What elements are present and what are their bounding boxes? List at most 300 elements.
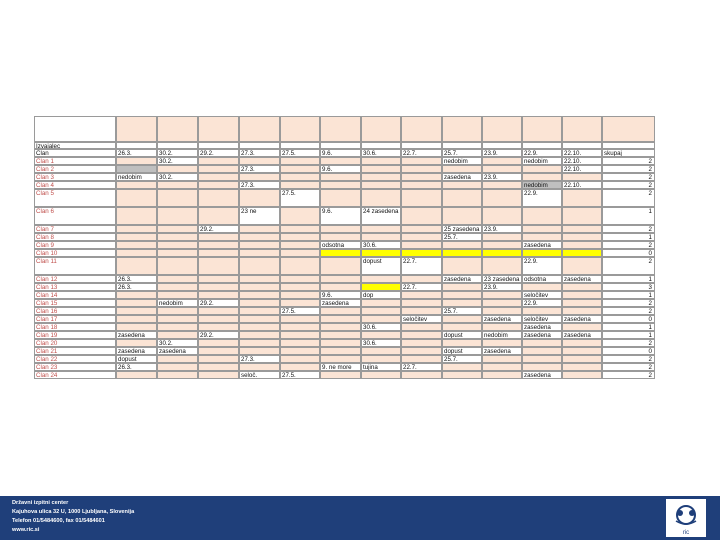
row-label: Član 3 bbox=[34, 173, 116, 181]
table-cell: 26.3. bbox=[116, 283, 157, 291]
table-cell bbox=[198, 275, 239, 283]
table-cell bbox=[280, 207, 320, 225]
table-cell bbox=[320, 233, 361, 241]
table-cell bbox=[116, 257, 157, 275]
table-cell bbox=[562, 249, 602, 257]
table-cell bbox=[562, 347, 602, 355]
table-cell bbox=[280, 299, 320, 307]
row-total: 0 bbox=[602, 315, 655, 323]
table-cell bbox=[482, 157, 522, 165]
table-cell bbox=[361, 275, 401, 283]
table-cell bbox=[401, 173, 442, 181]
table-cell: 30.2. bbox=[157, 157, 198, 165]
table-cell: 30.2. bbox=[157, 173, 198, 181]
table-cell bbox=[157, 241, 198, 249]
header-cell bbox=[522, 142, 562, 149]
table-cell bbox=[280, 339, 320, 347]
table-cell bbox=[320, 355, 361, 363]
table-cell bbox=[157, 189, 198, 207]
table-cell bbox=[320, 331, 361, 339]
table-cell bbox=[401, 331, 442, 339]
table-cell: zasedena bbox=[320, 299, 361, 307]
column-header-date: 22.10. bbox=[562, 149, 602, 157]
table-cell bbox=[482, 207, 522, 225]
header-cell bbox=[522, 116, 562, 142]
table-cell bbox=[562, 371, 602, 379]
table-cell bbox=[239, 189, 280, 207]
table-cell bbox=[239, 299, 280, 307]
table-cell bbox=[401, 323, 442, 331]
table-cell bbox=[442, 339, 482, 347]
table-cell bbox=[562, 257, 602, 275]
table-cell: 22.7. bbox=[401, 257, 442, 275]
table-cell bbox=[116, 165, 157, 173]
row-label: Član 7 bbox=[34, 225, 116, 233]
header-cell bbox=[239, 142, 280, 149]
header-cell bbox=[602, 142, 655, 149]
table-cell: 23.9. bbox=[482, 225, 522, 233]
table-cell bbox=[116, 207, 157, 225]
row-label: Član 4 bbox=[34, 181, 116, 189]
table-cell bbox=[280, 233, 320, 241]
column-header-date: 27.3. bbox=[239, 149, 280, 157]
table-cell bbox=[482, 257, 522, 275]
table-cell bbox=[442, 371, 482, 379]
table-cell bbox=[280, 173, 320, 181]
table-cell bbox=[522, 347, 562, 355]
table-cell bbox=[239, 249, 280, 257]
table-cell bbox=[361, 371, 401, 379]
table-cell bbox=[320, 173, 361, 181]
table-cell bbox=[198, 307, 239, 315]
row-label: Član 18 bbox=[34, 323, 116, 331]
table-cell bbox=[239, 331, 280, 339]
table-cell bbox=[280, 323, 320, 331]
row-total: 2 bbox=[602, 241, 655, 249]
table-cell bbox=[482, 355, 522, 363]
table-cell bbox=[562, 299, 602, 307]
table-cell: 9. ne more bbox=[320, 363, 361, 371]
table-cell bbox=[562, 339, 602, 347]
table-cell: 22.7. bbox=[401, 283, 442, 291]
table-cell bbox=[482, 291, 522, 299]
column-header-date: 27.5. bbox=[280, 149, 320, 157]
table-cell bbox=[157, 275, 198, 283]
table-cell: zasedena bbox=[562, 275, 602, 283]
row-total: 3 bbox=[602, 283, 655, 291]
table-cell bbox=[320, 257, 361, 275]
header-cell bbox=[562, 142, 602, 149]
table-cell: zasedena bbox=[522, 323, 562, 331]
row-label: Član 15 bbox=[34, 299, 116, 307]
row-total: 1 bbox=[602, 207, 655, 225]
table-cell: 23 ne bbox=[239, 207, 280, 225]
table-cell bbox=[198, 241, 239, 249]
table-cell bbox=[280, 257, 320, 275]
table-cell bbox=[482, 323, 522, 331]
table-cell bbox=[401, 355, 442, 363]
table-cell bbox=[280, 249, 320, 257]
row-label: Član 22 bbox=[34, 355, 116, 363]
table-cell bbox=[280, 241, 320, 249]
row-label: Član 1 bbox=[34, 157, 116, 165]
table-cell: zasedena bbox=[522, 331, 562, 339]
header-cell bbox=[116, 116, 157, 142]
table-cell bbox=[401, 249, 442, 257]
table-cell bbox=[562, 241, 602, 249]
header-cell bbox=[157, 116, 198, 142]
row-total: 2 bbox=[602, 181, 655, 189]
footer-website[interactable]: www.ric.si bbox=[12, 527, 40, 533]
table-cell bbox=[562, 233, 602, 241]
header-cell bbox=[280, 116, 320, 142]
table-cell bbox=[157, 291, 198, 299]
column-header-date: 30.2. bbox=[157, 149, 198, 157]
row-total: 1 bbox=[602, 323, 655, 331]
table-cell bbox=[239, 315, 280, 323]
table-cell bbox=[157, 355, 198, 363]
table-cell bbox=[116, 157, 157, 165]
table-cell: 27.3. bbox=[239, 355, 280, 363]
column-header-date: skupaj bbox=[602, 149, 655, 157]
header-cell bbox=[442, 116, 482, 142]
table-cell bbox=[198, 291, 239, 299]
footer-org-name: Državni izpitni center bbox=[12, 500, 69, 506]
table-cell: 22.10. bbox=[562, 165, 602, 173]
table-cell bbox=[442, 363, 482, 371]
table-cell bbox=[522, 173, 562, 181]
table-cell bbox=[401, 189, 442, 207]
table-cell: odsotna bbox=[320, 241, 361, 249]
table-cell bbox=[157, 371, 198, 379]
table-cell bbox=[320, 249, 361, 257]
table-cell bbox=[239, 275, 280, 283]
table-cell: 29.2. bbox=[198, 299, 239, 307]
table-cell bbox=[320, 307, 361, 315]
footer-address: Kajuhova ulica 32 U, 1000 Ljubljana, Slovenija bbox=[12, 509, 135, 515]
table-cell bbox=[198, 371, 239, 379]
table-cell bbox=[280, 331, 320, 339]
table-cell: zasedena bbox=[482, 315, 522, 323]
table-cell: dopust bbox=[442, 331, 482, 339]
table-cell bbox=[239, 233, 280, 241]
header-cell bbox=[401, 116, 442, 142]
table-cell bbox=[239, 157, 280, 165]
table-cell: dop bbox=[361, 291, 401, 299]
row-label: Član 16 bbox=[34, 307, 116, 315]
header-cell bbox=[198, 142, 239, 149]
table-cell: 30.6. bbox=[361, 339, 401, 347]
table-cell bbox=[401, 207, 442, 225]
table-cell: zasedena bbox=[522, 241, 562, 249]
column-header-date: 26.3. bbox=[116, 149, 157, 157]
table-cell: seločitev bbox=[401, 315, 442, 323]
table-cell bbox=[522, 207, 562, 225]
row-total: 2 bbox=[602, 339, 655, 347]
table-cell: zasedena bbox=[442, 275, 482, 283]
table-cell bbox=[361, 165, 401, 173]
table-cell bbox=[361, 355, 401, 363]
table-cell bbox=[116, 299, 157, 307]
header-cell bbox=[34, 116, 116, 142]
table-cell bbox=[280, 315, 320, 323]
table-cell: 23.9. bbox=[482, 173, 522, 181]
header-cell bbox=[482, 116, 522, 142]
table-cell bbox=[198, 189, 239, 207]
table-cell bbox=[157, 233, 198, 241]
table-cell bbox=[116, 315, 157, 323]
table-cell bbox=[522, 283, 562, 291]
table-cell bbox=[401, 157, 442, 165]
table-cell bbox=[116, 339, 157, 347]
table-cell: odsotna bbox=[522, 275, 562, 283]
table-cell bbox=[401, 241, 442, 249]
table-cell bbox=[482, 181, 522, 189]
row-total: 1 bbox=[602, 331, 655, 339]
row-label: Član 12 bbox=[34, 275, 116, 283]
row-label: Član 13 bbox=[34, 283, 116, 291]
table-cell bbox=[482, 363, 522, 371]
table-cell bbox=[442, 241, 482, 249]
header-cell bbox=[482, 142, 522, 149]
row-label: Član 9 bbox=[34, 241, 116, 249]
table-cell bbox=[442, 291, 482, 299]
table-cell bbox=[280, 157, 320, 165]
row-total: 1 bbox=[602, 233, 655, 241]
table-cell bbox=[116, 181, 157, 189]
table-cell: nedobim bbox=[522, 181, 562, 189]
table-cell bbox=[280, 291, 320, 299]
table-cell bbox=[157, 363, 198, 371]
table-cell bbox=[280, 347, 320, 355]
table-cell bbox=[361, 181, 401, 189]
row-total: 1 bbox=[602, 291, 655, 299]
table-cell bbox=[401, 291, 442, 299]
table-cell bbox=[157, 249, 198, 257]
table-cell: 9.6. bbox=[320, 291, 361, 299]
table-cell bbox=[361, 347, 401, 355]
header-cell bbox=[442, 142, 482, 149]
table-cell: nedobim bbox=[157, 299, 198, 307]
row-total: 2 bbox=[602, 355, 655, 363]
table-cell bbox=[442, 249, 482, 257]
table-cell bbox=[320, 275, 361, 283]
table-cell bbox=[482, 241, 522, 249]
table-cell: 30.6. bbox=[361, 323, 401, 331]
table-cell bbox=[361, 299, 401, 307]
table-cell bbox=[198, 283, 239, 291]
table-cell: 27.3. bbox=[239, 181, 280, 189]
table-cell bbox=[562, 283, 602, 291]
table-cell: seloč. bbox=[239, 371, 280, 379]
table-cell bbox=[116, 249, 157, 257]
table-cell: dopust bbox=[116, 355, 157, 363]
table-cell bbox=[157, 181, 198, 189]
table-cell: 30.6. bbox=[361, 241, 401, 249]
row-label: Član 17 bbox=[34, 315, 116, 323]
row-total: 2 bbox=[602, 371, 655, 379]
table-cell bbox=[198, 315, 239, 323]
table-cell bbox=[361, 249, 401, 257]
table-cell bbox=[239, 291, 280, 299]
table-cell: 23 zasedena bbox=[482, 275, 522, 283]
table-cell: 25.7. bbox=[442, 307, 482, 315]
table-cell bbox=[320, 371, 361, 379]
table-cell bbox=[116, 233, 157, 241]
table-cell bbox=[157, 207, 198, 225]
table-cell bbox=[562, 363, 602, 371]
table-cell bbox=[482, 339, 522, 347]
table-cell bbox=[401, 339, 442, 347]
table-cell bbox=[116, 225, 157, 233]
table-cell: 27.3. bbox=[239, 165, 280, 173]
table-cell: 30.2. bbox=[157, 339, 198, 347]
table-cell bbox=[239, 225, 280, 233]
header-cell bbox=[157, 142, 198, 149]
row-label: Član 2 bbox=[34, 165, 116, 173]
table-cell: 26.3. bbox=[116, 363, 157, 371]
column-header-date: 22.9. bbox=[522, 149, 562, 157]
table-cell bbox=[320, 339, 361, 347]
table-cell bbox=[562, 307, 602, 315]
table-cell bbox=[280, 181, 320, 189]
table-cell bbox=[522, 233, 562, 241]
table-cell bbox=[401, 307, 442, 315]
table-cell: zasedena bbox=[562, 315, 602, 323]
table-cell bbox=[522, 225, 562, 233]
table-cell: dopust bbox=[442, 347, 482, 355]
row-label: Član 23 bbox=[34, 363, 116, 371]
table-cell bbox=[157, 165, 198, 173]
table-cell: 27.5. bbox=[280, 189, 320, 207]
table-cell bbox=[198, 339, 239, 347]
table-cell bbox=[280, 225, 320, 233]
table-cell bbox=[442, 283, 482, 291]
row-total: 2 bbox=[602, 165, 655, 173]
table-cell bbox=[401, 165, 442, 173]
table-cell bbox=[157, 331, 198, 339]
table-cell bbox=[280, 283, 320, 291]
table-cell bbox=[198, 323, 239, 331]
column-header-date: 29.2. bbox=[198, 149, 239, 157]
table-cell: 25 zasedena bbox=[442, 225, 482, 233]
table-cell bbox=[361, 233, 401, 241]
table-cell: 9.6. bbox=[320, 165, 361, 173]
row-label: Član 14 bbox=[34, 291, 116, 299]
table-cell: 22.9. bbox=[522, 299, 562, 307]
table-cell bbox=[280, 355, 320, 363]
table-cell bbox=[562, 207, 602, 225]
header-cell bbox=[116, 142, 157, 149]
table-cell bbox=[198, 355, 239, 363]
table-cell: 22.7. bbox=[401, 363, 442, 371]
table-cell bbox=[401, 299, 442, 307]
table-cell bbox=[442, 257, 482, 275]
table-cell bbox=[401, 181, 442, 189]
table-cell bbox=[116, 371, 157, 379]
table-cell bbox=[198, 207, 239, 225]
table-cell bbox=[361, 173, 401, 181]
table-cell: 25.7. bbox=[442, 355, 482, 363]
table-cell: 24 zasedena bbox=[361, 207, 401, 225]
table-cell bbox=[522, 307, 562, 315]
row-label: Član 11 bbox=[34, 257, 116, 275]
table-cell bbox=[442, 181, 482, 189]
row-total: 2 bbox=[602, 189, 655, 207]
table-cell bbox=[442, 299, 482, 307]
table-cell: seločitev bbox=[522, 315, 562, 323]
table-cell: zasedena bbox=[116, 347, 157, 355]
table-cell: zasedena bbox=[442, 173, 482, 181]
table-cell bbox=[157, 257, 198, 275]
table-cell bbox=[361, 307, 401, 315]
table-cell bbox=[442, 207, 482, 225]
row-label: Član 20 bbox=[34, 339, 116, 347]
table-cell bbox=[442, 323, 482, 331]
table-cell: dopust bbox=[361, 257, 401, 275]
table-cell bbox=[522, 165, 562, 173]
column-header-date: 23.9. bbox=[482, 149, 522, 157]
table-cell bbox=[522, 355, 562, 363]
row-total: 2 bbox=[602, 299, 655, 307]
row-total: 0 bbox=[602, 347, 655, 355]
table-cell bbox=[320, 225, 361, 233]
table-cell bbox=[320, 283, 361, 291]
table-cell bbox=[442, 315, 482, 323]
table-cell bbox=[320, 347, 361, 355]
row-total: 2 bbox=[602, 307, 655, 315]
column-header-clan: Član bbox=[34, 149, 116, 157]
table-cell bbox=[198, 157, 239, 165]
row-label: Član 19 bbox=[34, 331, 116, 339]
table-cell bbox=[198, 257, 239, 275]
row-label: Član 10 bbox=[34, 249, 116, 257]
table-cell: nedobim bbox=[482, 331, 522, 339]
row-label: Član 24 bbox=[34, 371, 116, 379]
row-label: Član 6 bbox=[34, 207, 116, 225]
row-total: 2 bbox=[602, 257, 655, 275]
table-cell bbox=[116, 291, 157, 299]
table-cell bbox=[198, 363, 239, 371]
table-cell bbox=[361, 331, 401, 339]
row-label: Član 5 bbox=[34, 189, 116, 207]
table-cell bbox=[482, 307, 522, 315]
table-cell bbox=[239, 173, 280, 181]
header-cell bbox=[562, 116, 602, 142]
table-cell bbox=[157, 225, 198, 233]
table-cell: nedobim bbox=[442, 157, 482, 165]
table-cell bbox=[239, 307, 280, 315]
header-cell bbox=[280, 142, 320, 149]
column-header-date: 22.7. bbox=[401, 149, 442, 157]
table-cell bbox=[198, 249, 239, 257]
table-cell: zasedena bbox=[482, 347, 522, 355]
table-cell bbox=[239, 241, 280, 249]
table-cell bbox=[562, 355, 602, 363]
table-cell: zasedena bbox=[522, 371, 562, 379]
footer-bar bbox=[0, 496, 720, 540]
table-cell bbox=[442, 165, 482, 173]
footer-phone: Telefon 01/5484600, fax 01/5484601 bbox=[12, 518, 105, 524]
table-cell bbox=[482, 233, 522, 241]
row-total: 2 bbox=[602, 363, 655, 371]
table-cell bbox=[482, 189, 522, 207]
row-total: 2 bbox=[602, 225, 655, 233]
table-cell bbox=[320, 181, 361, 189]
table-cell: nedobim bbox=[116, 173, 157, 181]
table-cell: 29.2. bbox=[198, 331, 239, 339]
table-cell bbox=[482, 249, 522, 257]
